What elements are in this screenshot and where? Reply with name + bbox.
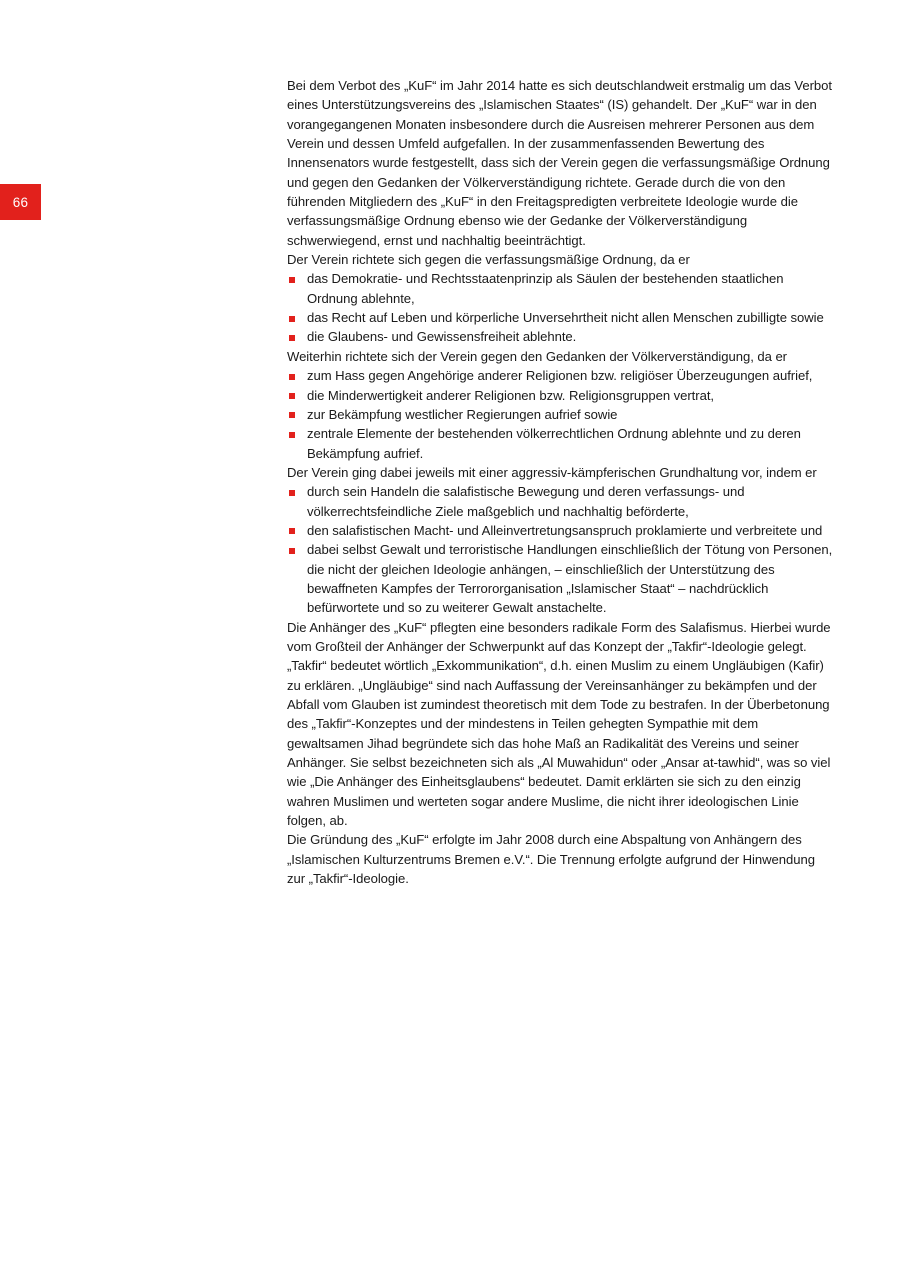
paragraph-salafism: Die Anhänger des „KuF“ pflegten eine besonders radikale Form des Salafismus. Hierbei wurde vom Großteil der Anhänger der Schwerpunkt auf das Konzept der „Takfir“-Ideologie gelegt. „Takfir“ bedeutet wörtlich „Exkommunikation“, d.h. einen Muslim zu einem Ungläubigen (Kafir) zu erklären. „Ungläubige“ sind nach Auffassung der Vereinsanhänger zu bekämpfen und der Abfall vom Glauben ist zumindest theoretisch mit dem Tode zu bestrafen. In der Überbetonung des „Takfir“-Konzeptes und der mindestens in Teilen gehegten Sympathie mit dem gewaltsamen Jihad begründete sich das hohe Maß an Radikalität des Vereins und seiner Anhänger. Sie selbst bezeichneten sich als „Al Muwahidun“ oder „Ansar at-tawhid“, was so viel wie „Die Anhänger des Einheitsglaubens“ bedeutet. Damit erklärten sie sich zu den einzig wahren Muslimen und werteten sogar andere Muslime, die nicht ihrer ideologischen Linie folgen, ab. — [287, 619, 831, 829]
list-item — [287, 482, 833, 521]
list-item — [287, 308, 833, 327]
list-item-text: die Glaubens- und Gewissensfreiheit ablehnte. — [307, 329, 577, 345]
list-item-text: zur Bekämpfung westlicher Regierungen aufrief sowie — [307, 406, 618, 422]
page-number-badge — [0, 184, 41, 220]
paragraph-international-intro: Weiterhin richtete sich der Verein gegen den Gedanken der Völkerverständigung, da er — [287, 348, 787, 364]
page-content — [287, 76, 833, 888]
list-item — [287, 405, 833, 424]
square-bullet-icon — [289, 432, 295, 438]
list-item — [287, 540, 833, 617]
paragraph-intro: Bei dem Verbot des „KuF“ im Jahr 2014 hatte es sich deutschlandweit erstmalig um das Verbot eines Unterstützungsvereins des „Islamischen Staates“ (IS) gehandelt. Der „KuF“ war in den vorangegangenen Monaten insbesondere durch die Ausreisen mehrerer Personen aus dem Verein und dessen Umfeld aufgefallen. In der zusammenfassenden Bewertung des Innensenators wurde festgestellt, dass sich der Verein gegen die verfassungsmäßige Ordnung und gegen den Gedanken der Völkerverständigung richtete. Gerade durch die von den führenden Mitgliedern des „KuF“ in den Freitagspredigten verbreitete Ideologie wurde die verfassungsmäßige Ordnung ebenso wie der Gedanke der Völkerverständigung schwerwiegend, ernst und nachhaltig beeinträchtigt. — [287, 78, 832, 248]
list-constitutional-order — [287, 269, 833, 346]
list-item — [287, 269, 833, 308]
square-bullet-icon — [289, 277, 295, 283]
square-bullet-icon — [289, 393, 295, 399]
square-bullet-icon — [289, 490, 295, 496]
list-item — [287, 386, 833, 405]
list-item-text: das Recht auf Leben und körperliche Unversehrtheit nicht allen Menschen zubilligte sowie — [307, 310, 824, 326]
square-bullet-icon — [289, 374, 295, 380]
paragraph-constitutional-intro: Der Verein richtete sich gegen die verfassungsmäßige Ordnung, da er — [287, 252, 690, 268]
list-item — [287, 521, 833, 540]
list-item-text: dabei selbst Gewalt und terroristische Handlungen einschließlich der Tötung von Personen, die nicht der gleichen Ideologie anhängen, – einschließlich der Unterstützung des bewaffneten Kampfes der Terrororganisation „Islamischer Staat“ – nachdrücklich befürwortete und so zu weiterer Gewalt anstachelte. — [307, 542, 833, 616]
list-item — [287, 366, 833, 385]
list-item-text: zentrale Elemente der bestehenden völkerrechtlichen Ordnung ablehnte und zu deren Bekämpfung aufrief. — [307, 426, 801, 461]
list-item-text: zum Hass gegen Angehörige anderer Religionen bzw. religiöser Überzeugungen aufrief, — [307, 368, 813, 384]
paragraph-founding: Die Gründung des „KuF“ erfolgte im Jahr 2008 durch eine Abspaltung von Anhängern des „Islamischen Kulturzentrums Bremen e.V.“. Die Trennung erfolgte aufgrund der Hinwendung zur „Takfir“-Ideologie. — [287, 832, 815, 887]
list-aggressive-conduct — [287, 482, 833, 617]
page-number: 66 — [12, 194, 29, 210]
paragraph-aggressive-intro: Der Verein ging dabei jeweils mit einer aggressiv-kämpferischen Grundhaltung vor, indem er — [287, 464, 817, 480]
list-item — [287, 424, 833, 463]
square-bullet-icon — [289, 412, 295, 418]
list-item-text: durch sein Handeln die salafistische Bewegung und deren verfassungs- und völkerrechtsfeindliche Ziele maßgeblich und nachhaltig beförderte, — [307, 484, 745, 519]
square-bullet-icon — [289, 528, 295, 534]
square-bullet-icon — [289, 335, 295, 341]
list-international-understanding — [287, 366, 833, 463]
square-bullet-icon — [289, 548, 295, 554]
list-item-text: den salafistischen Macht- und Alleinvertretungsanspruch proklamierte und verbreitete und — [307, 522, 823, 538]
list-item — [287, 327, 833, 346]
square-bullet-icon — [289, 316, 295, 322]
list-item-text: die Minderwertigkeit anderer Religionen bzw. Religionsgruppen vertrat, — [307, 387, 714, 403]
list-item-text: das Demokratie- und Rechtsstaatenprinzip als Säulen der bestehenden staatlichen Ordnung ablehnte, — [307, 271, 784, 306]
